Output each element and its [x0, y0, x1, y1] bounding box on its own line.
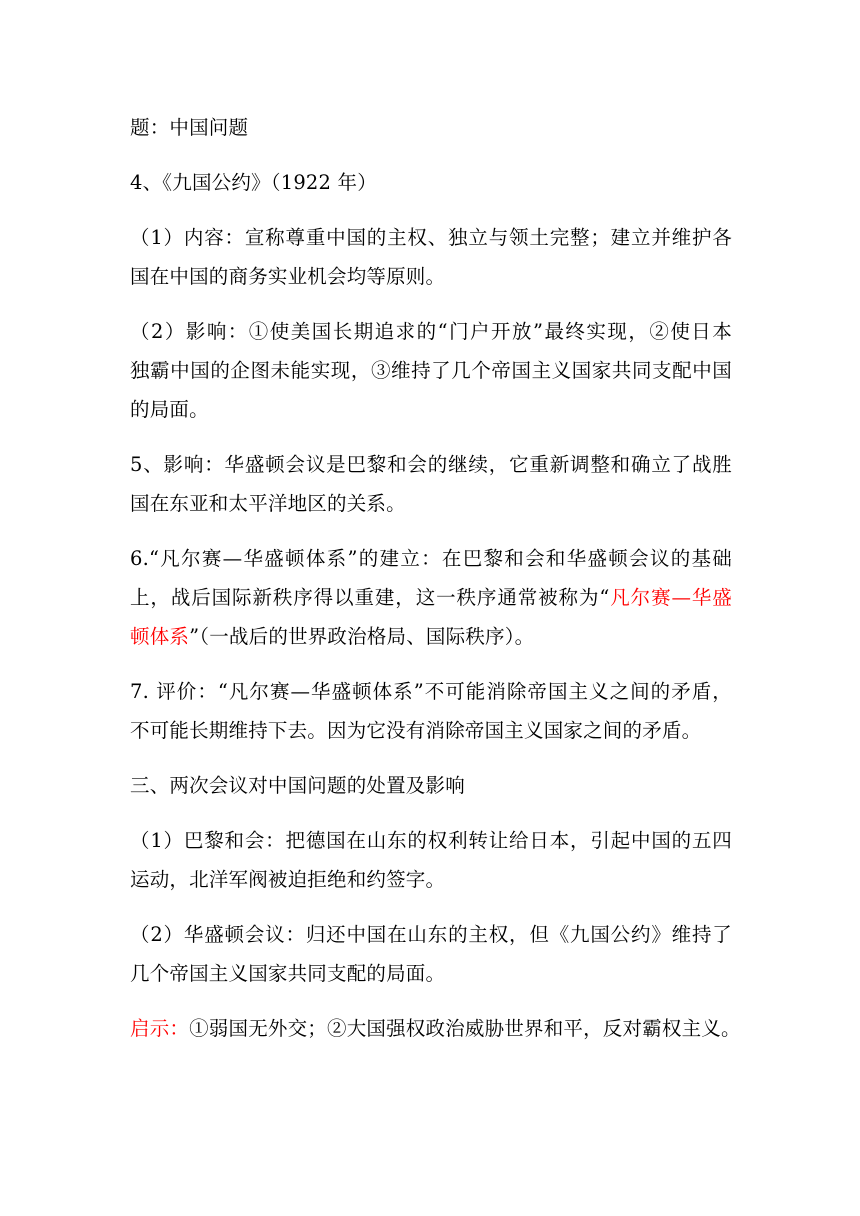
text-line: 6.“凡尔赛—华盛顿体系”的建立：在巴黎和会和华盛顿会议的基础: [130, 547, 732, 570]
text-line: 的局面。: [130, 398, 209, 421]
paragraph-washington-influence: [130, 445, 732, 523]
paragraph-washington-conference: [130, 915, 732, 993]
text-line: 几个帝国主义国家共同支配的局面。: [130, 962, 446, 985]
text-line: 不可能长期维持下去。因为它没有消除帝国主义国家之间的矛盾。: [130, 719, 702, 742]
paragraph-enlightenment: [130, 1009, 741, 1048]
paragraph-nine-power-treaty-heading: [130, 163, 732, 202]
document-body: [130, 108, 741, 1048]
paragraph-influence: [130, 312, 732, 429]
text-line: 5、影响：华盛顿会议是巴黎和会的继续，它重新调整和确立了战胜: [130, 453, 732, 476]
paragraph-versailles-washington-system: [130, 539, 732, 656]
text-line: 上，战后国际新秩序得以重建，这一秩序通常被称为“: [130, 586, 610, 609]
section-heading: 三、两次会议对中国问题的处置及影响: [130, 774, 465, 797]
text-line: （1）内容：宣称尊重中国的主权、独立与领土完整；建立并维护各: [130, 226, 732, 249]
text-line: ①弱国无外交；②大国强权政治威胁世界和平，反对霸权主义。: [189, 1017, 741, 1040]
enlightenment-label: 启示：: [130, 1017, 190, 1040]
text-line: 7. 评价：“凡尔赛—华盛顿体系”不可能消除帝国主义之间的矛盾，: [130, 680, 732, 703]
text-line: 国在东亚和太平洋地区的关系。: [130, 492, 406, 515]
text-line: ”（一战后的世界政治格局、国际秩序）。: [189, 625, 535, 648]
paragraph-topic: [130, 108, 732, 147]
text-line: 运动，北洋军阀被迫拒绝和约签字。: [130, 868, 446, 891]
text-line: （2）华盛顿会议：归还中国在山东的主权，但《九国公约》维持了: [130, 923, 732, 946]
paragraph-content: [130, 218, 732, 296]
text-line: 题：中国问题: [130, 116, 249, 139]
text-line: 国在中国的商务实业机会均等原则。: [130, 265, 446, 288]
paragraph-evaluation: [130, 672, 732, 750]
text-line: （1）巴黎和会：把德国在山东的权利转让给日本，引起中国的五四: [130, 829, 732, 852]
text-line: 独霸中国的企图未能实现，③维持了几个帝国主义国家共同支配中国: [130, 359, 732, 382]
highlighted-term: 顿体系: [130, 625, 190, 648]
section-heading: 4、《九国公约》（1922 年）: [130, 171, 377, 194]
highlighted-term: 凡尔赛—华盛: [609, 586, 732, 609]
paragraph-section-three-heading: [130, 766, 732, 805]
text-line: （2）影响：①使美国长期追求的“门户开放”最终实现，②使日本: [130, 320, 732, 343]
paragraph-paris-conference: [130, 821, 732, 899]
